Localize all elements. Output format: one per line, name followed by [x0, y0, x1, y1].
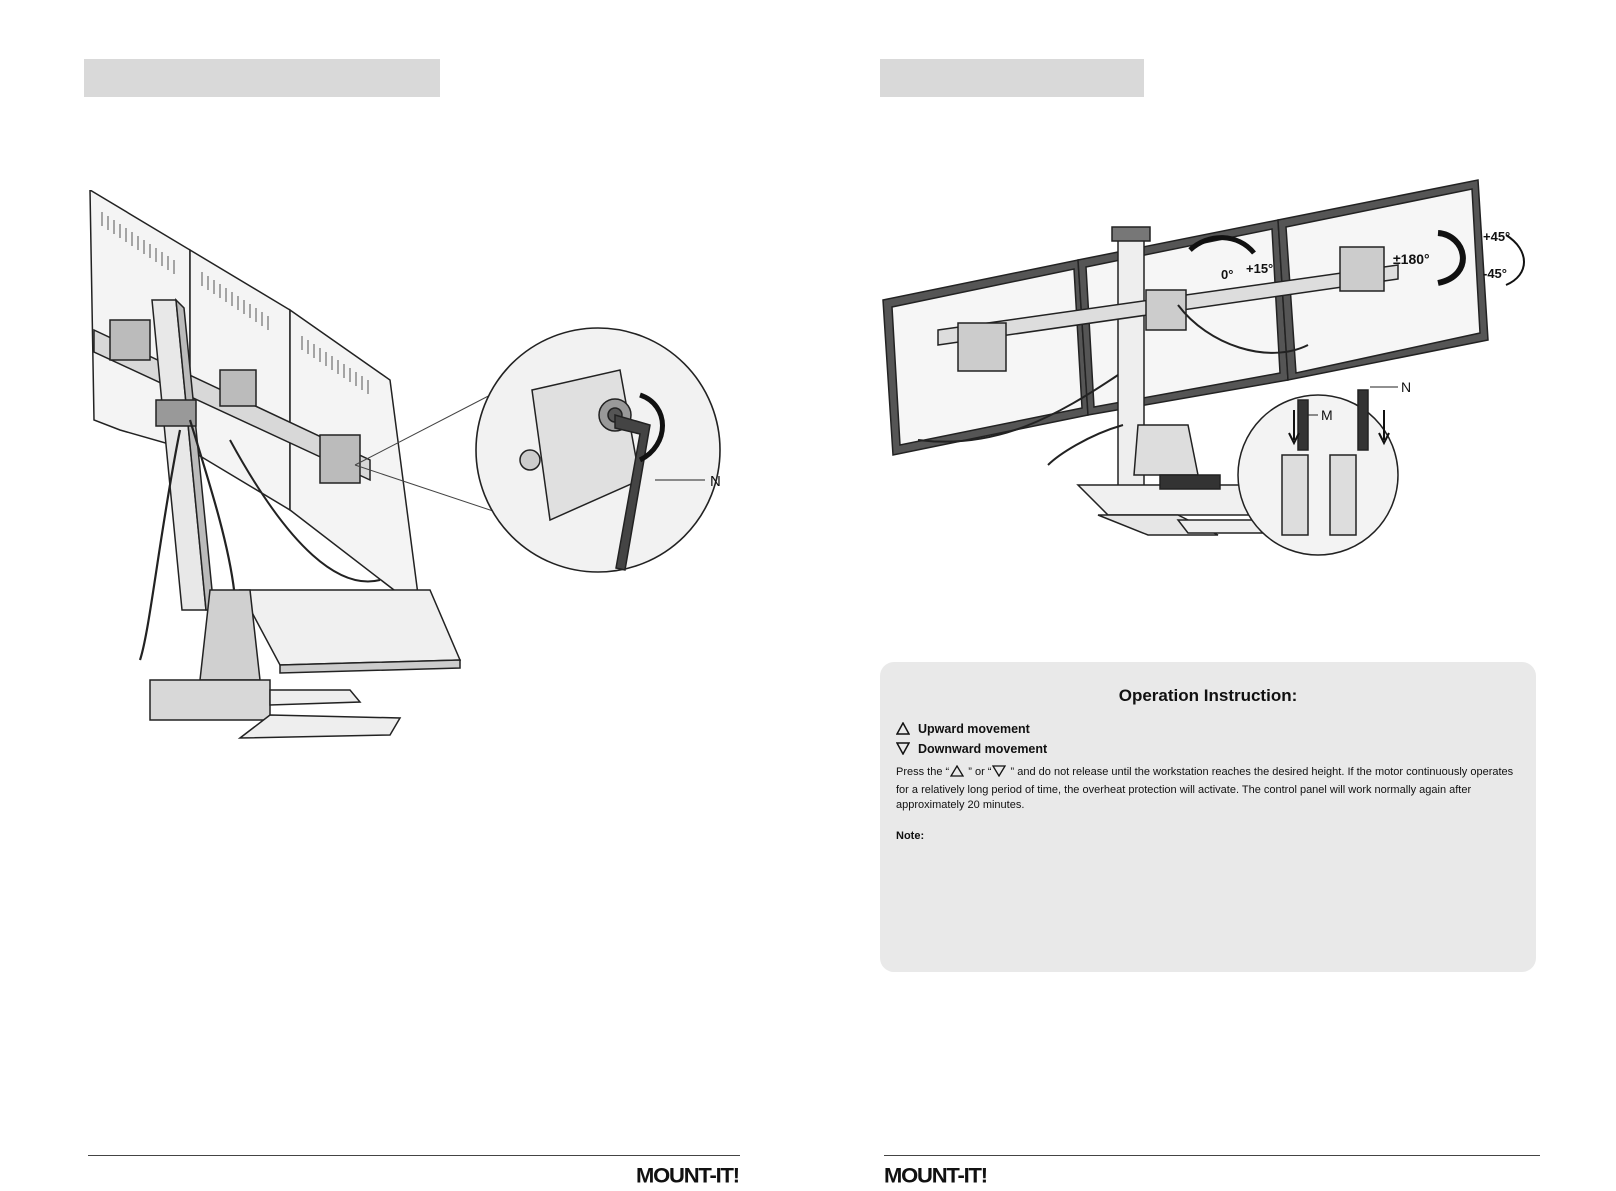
- mount-it-logo: MOUNT-IT!: [636, 1163, 739, 1188]
- right-page: [808, 0, 1616, 1191]
- swivel-plus-label: +45°: [1483, 229, 1511, 244]
- upward-movement-row: [896, 720, 1520, 737]
- upward-movement-label: Upward movement: [918, 721, 1030, 736]
- down-triangle-icon: [896, 742, 918, 755]
- callout-label-m: M: [1321, 407, 1333, 423]
- triple-monitor-stand-illustration: [80, 190, 760, 770]
- footer-rule: [884, 1155, 1540, 1156]
- instruction-body: [896, 765, 1520, 814]
- callout-label-n: N: [710, 473, 721, 490]
- up-triangle-icon: [896, 722, 918, 735]
- operation-instruction-panel: [880, 662, 1536, 972]
- mount-it-logo: MOUNT-IT!: [884, 1163, 987, 1188]
- note-label: Note:: [896, 829, 925, 842]
- rotation-label: ±180°: [1393, 251, 1430, 267]
- body-text-press: Press the “: [896, 766, 950, 778]
- body-text-rest: ” and do not release until the workstation reaches the desired height. If the motor continuously operates for a relatively long period of time, the overheat protection will activate. The control panel will work normally again after approximately 20 minutes.: [896, 766, 1514, 811]
- footer-rule: [88, 1155, 740, 1156]
- swivel-minus-label: -45°: [1483, 266, 1507, 281]
- tilt-zero-label: 0°: [1221, 267, 1234, 282]
- tilt-plus-label: +15°: [1246, 261, 1274, 276]
- instruction-title: Operation Instruction:: [1118, 686, 1298, 705]
- monitor-adjustment-illustration: [878, 175, 1548, 585]
- downward-movement-row: [896, 740, 1520, 757]
- callout-label-n: N: [1401, 379, 1412, 395]
- body-text-or: ” or “: [965, 766, 992, 778]
- downward-movement-label: Downward movement: [918, 741, 1048, 756]
- section-header-bar: [880, 59, 1144, 97]
- down-triangle-icon: [992, 765, 1006, 783]
- up-triangle-icon: [950, 765, 964, 783]
- section-header-bar: [84, 59, 440, 97]
